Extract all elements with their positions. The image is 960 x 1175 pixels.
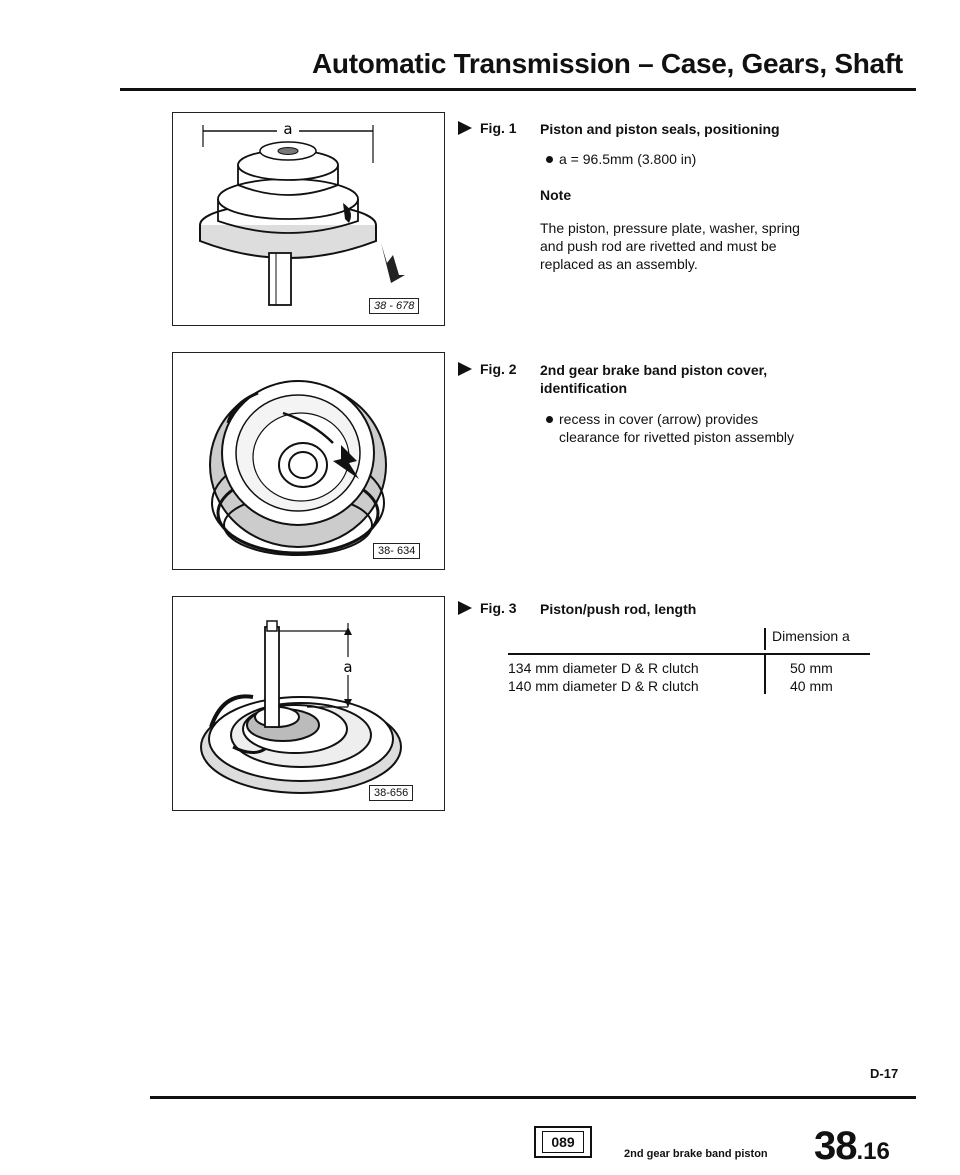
figure-2-label: Fig. 2 [458, 361, 517, 377]
title-rule [120, 88, 916, 91]
figure-1-note-line-1: The piston, pressure plate, washer, spring [540, 220, 800, 236]
page-number: 38.16 [814, 1124, 890, 1168]
table-rule [508, 653, 870, 655]
push-rod-drawing [173, 597, 446, 812]
page-id: D-17 [870, 1066, 899, 1081]
piston-drawing [173, 113, 446, 327]
figure-1-note-line-3: replaced as an assembly. [540, 256, 698, 272]
row-value: 50 mm [790, 660, 833, 676]
figure-1-note-heading: Note [540, 187, 572, 203]
fig1-dim-a: a [283, 120, 293, 138]
footer-description: 2nd gear brake band piston [624, 1148, 768, 1160]
footer-rule [150, 1096, 916, 1099]
figure-3-heading: Piston/push rod, length [540, 601, 697, 617]
section-tab-label: 089 [542, 1131, 583, 1153]
bullet-dot-icon [546, 416, 553, 423]
fig3-dim-a: a [343, 658, 353, 676]
dimension-table-header: Dimension a [772, 628, 850, 644]
row-description: 134 mm diameter D & R clutch [508, 660, 699, 676]
row-description: 140 mm diameter D & R clutch [508, 678, 699, 694]
figure-3-code: 38-656 [369, 785, 413, 801]
page-title: Automatic Transmission – Case, Gears, Shaft [312, 48, 903, 79]
figure-2-heading-line-2: identification [540, 380, 628, 396]
figure-1-note-line-2: and push rod are rivetted and must be [540, 238, 777, 254]
figure-1-heading: Piston and piston seals, positioning [540, 121, 780, 137]
figure-1-code: 38 - 678 [369, 298, 419, 314]
figure-1-illustration [172, 112, 445, 326]
pointer-arrow-icon [458, 362, 472, 376]
table-divider [764, 628, 766, 650]
pointer-arrow-icon [458, 121, 472, 135]
pointer-arrow-icon [458, 601, 472, 615]
figure-1-label: Fig. 1 [458, 120, 517, 136]
figure-2-bullet-line-2: clearance for rivetted piston assembly [559, 429, 794, 445]
row-value: 40 mm [790, 678, 833, 694]
figure-2-code: 38- 634 [373, 543, 420, 559]
figure-1-bullet: a = 96.5mm (3.800 in) [546, 150, 696, 168]
figure-2-bullet-line-1: recess in cover (arrow) provides [546, 410, 758, 428]
table-row [508, 660, 868, 678]
figure-3-illustration [172, 596, 445, 811]
table-row [508, 678, 868, 696]
figure-2-illustration [172, 352, 445, 570]
figure-3-label: Fig. 3 [458, 600, 517, 616]
bullet-dot-icon [546, 156, 553, 163]
section-tab [534, 1126, 592, 1158]
figure-2-heading-line-1: 2nd gear brake band piston cover, [540, 362, 768, 378]
piston-cover-drawing [173, 353, 446, 571]
